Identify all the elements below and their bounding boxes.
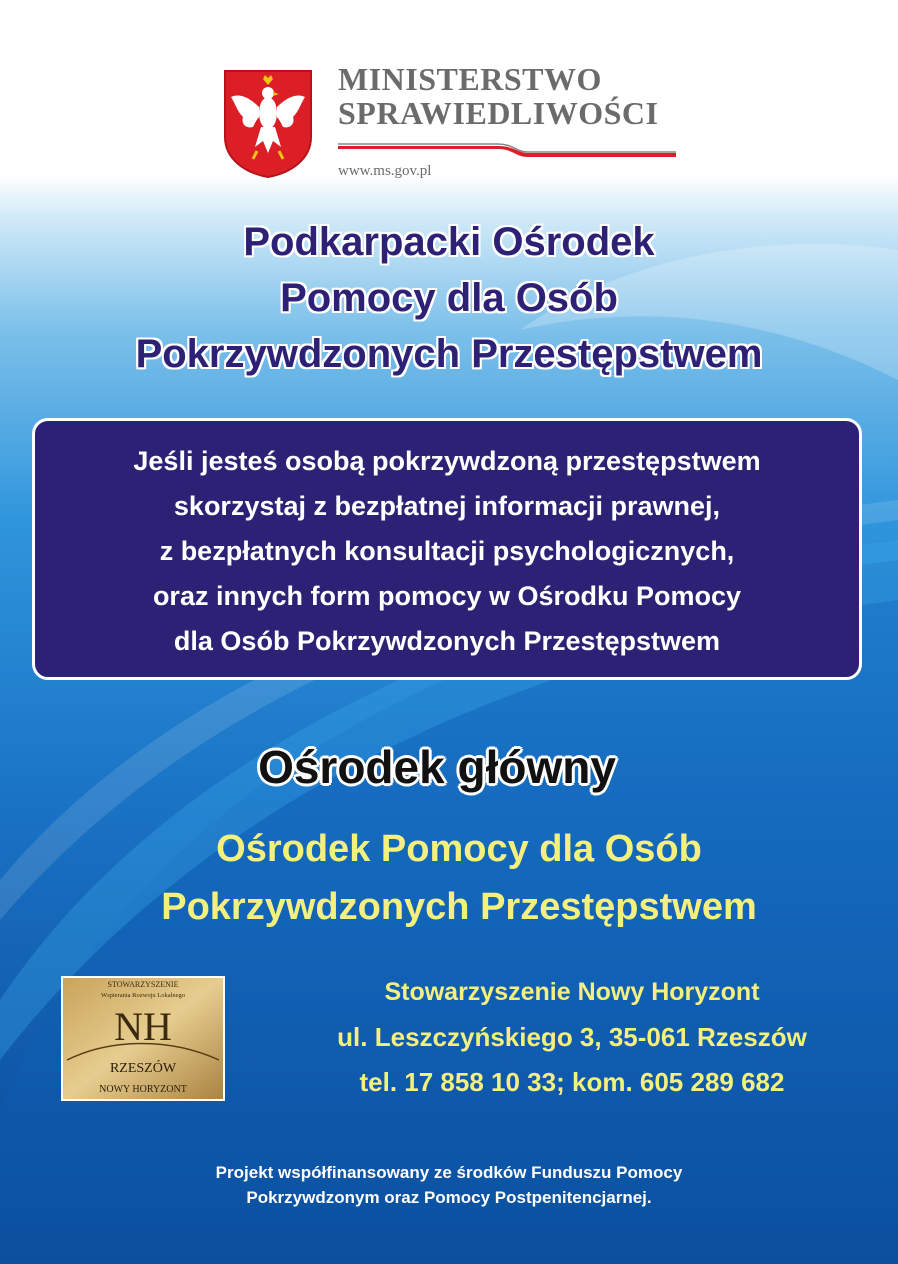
logo-top-line2: Wspierania Rozwoju Lokalnego bbox=[100, 992, 186, 999]
title-line: Podkarpacki Ośrodek bbox=[243, 220, 655, 264]
logo-monogram: NH bbox=[114, 1004, 172, 1049]
center-name-line: Ośrodek Pomocy dla Osób bbox=[216, 828, 702, 870]
info-box bbox=[32, 418, 862, 680]
logo-bottom: NOWY HORYZONT bbox=[99, 1084, 187, 1095]
ministry-flag-stripe bbox=[338, 142, 676, 160]
logo-city: RZESZÓW bbox=[109, 1061, 177, 1076]
contact-block bbox=[246, 970, 898, 1105]
info-line: dla Osób Pokrzywdzonych Przestępstwem bbox=[173, 626, 721, 656]
title-line: Pokrzywdzonych Przestępstwem bbox=[135, 332, 763, 376]
main-center-heading: Ośrodek główny bbox=[258, 741, 616, 793]
footer-line: Pokrzywdzonym oraz Pomocy Postpenitencjarnej. bbox=[246, 1188, 652, 1207]
footer-line: Projekt współfinansowany ze środków Funduszu Pomocy bbox=[215, 1163, 683, 1182]
footer-note bbox=[0, 1160, 898, 1210]
title-line: Pomocy dla Osób bbox=[280, 276, 618, 320]
polish-eagle-emblem-icon bbox=[221, 67, 315, 179]
contact-organization: Stowarzyszenie Nowy Horyzont bbox=[384, 978, 760, 1006]
info-line: skorzystaj z bezpłatnej informacji prawnej, bbox=[173, 491, 721, 521]
info-line: oraz innych form pomocy w Ośrodku Pomocy bbox=[152, 581, 742, 611]
main-center-name bbox=[0, 820, 898, 936]
contact-address: ul. Leszczyńskiego 3, 35-061 Rzeszów bbox=[337, 1022, 807, 1052]
nowy-horyzont-logo bbox=[61, 976, 225, 1101]
logo-top-line1: STOWARZYSZENIE bbox=[107, 980, 179, 989]
poster-title bbox=[0, 214, 898, 382]
ministry-name bbox=[338, 62, 658, 130]
center-name-line: Pokrzywdzonych Przestępstwem bbox=[161, 886, 757, 928]
ministry-url[interactable]: www.ms.gov.pl bbox=[338, 163, 432, 179]
ministry-name-line2: SPRAWIEDLIWOŚCI bbox=[338, 95, 659, 131]
contact-phone: tel. 17 858 10 33; kom. 605 289 682 bbox=[359, 1067, 785, 1097]
ministry-name-line1: MINISTERSTWO bbox=[338, 61, 602, 97]
info-line: Jeśli jesteś osobą pokrzywdzoną przestępstwem bbox=[133, 446, 761, 476]
info-line: z bezpłatnych konsultacji psychologicznych, bbox=[159, 536, 735, 566]
